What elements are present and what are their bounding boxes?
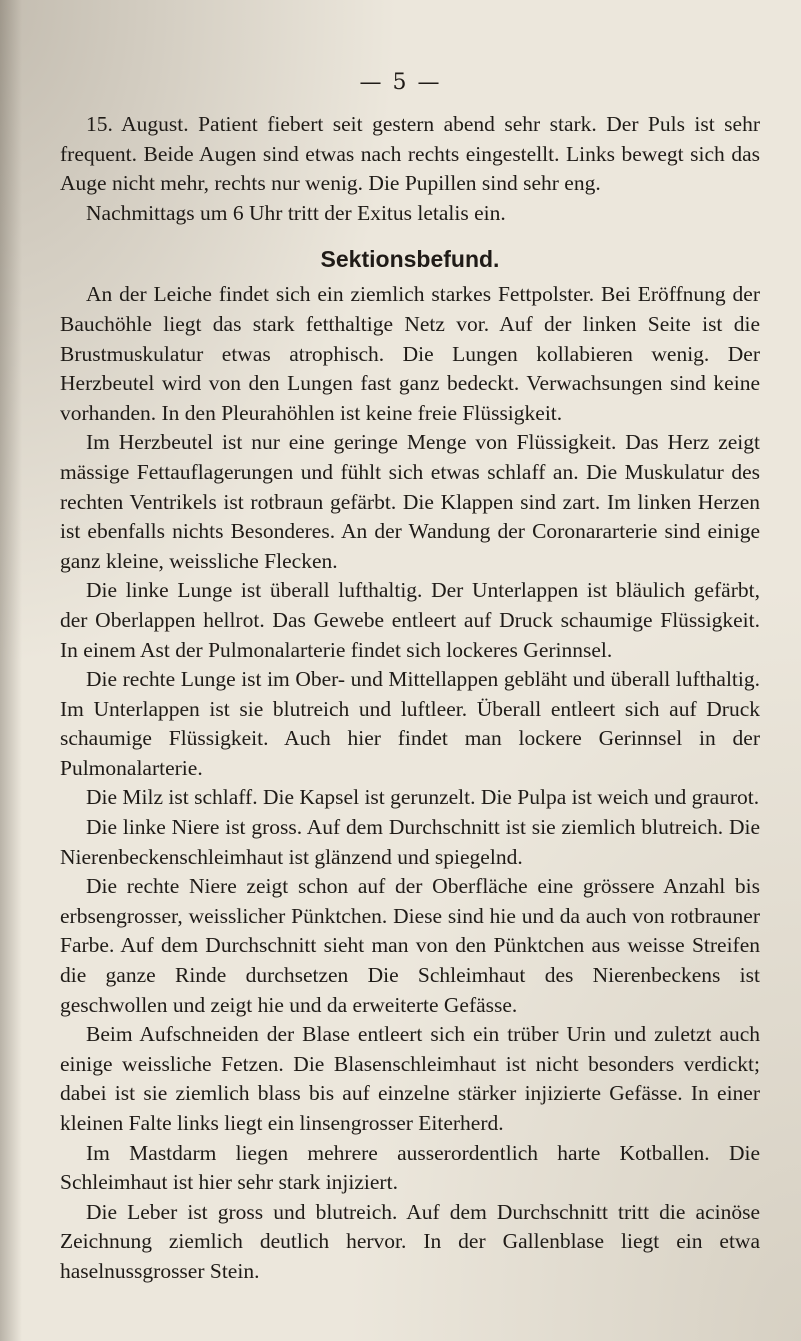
paragraph-heart: Im Herzbeutel ist nur eine geringe Menge von Flüssigkeit. Das Herz zeigt mässige Fettauflagerungen und fühlt sich etwas schlaff an. Die Muskulatur des rechten Ventrikels ist rotbraun gefärbt. Die Klappen sind zart. Im linken Herzen ist ebenfalls nichts Besonderes. An der Wandung der Coronararterie sind einige ganz kleine, weissliche Flecken. (60, 430, 760, 573)
section-heading: Sektionsbefund. (320, 246, 500, 273)
page-edge-shadow (0, 0, 22, 1341)
paragraph-bladder: Beim Aufschneiden der Blase entleert sich ein trüber Urin und zuletzt auch einige weissliche Fetzen. Die Blasenschleimhaut ist nicht besonders verdickt; dabei ist sie ziemlich blass bis auf einzelne stärker injizierte Gefässe. In einer kleinen Falte links liegt ein linsengrosser Eiterherd. (60, 1022, 760, 1135)
paragraph-right-lung: Die rechte Lunge ist im Ober- und Mittellappen gebläht und überall lufthaltig. Im Unterlappen ist sie blutreich und luftleer. Überall entleert sich auf Druck schaumige Flüssigkeit. Auch hier findet man lockere Gerinnsel in der Pulmonalarterie. (60, 667, 760, 780)
paragraph-rectum: Im Mastdarm liegen mehrere ausserordentlich harte Kotballen. Die Schleimhaut ist hier sehr stark injiziert. (60, 1140, 760, 1195)
paragraph-body-fat: An der Leiche findet sich ein ziemlich starkes Fettpolster. Bei Eröffnung der Bauchöhle liegt das stark fetthaltige Netz vor. Auf der linken Seite ist die Brustmuskulatur etwas atrophisch. Die Lungen kollabieren wenig. Der Herzbeutel wird von den Lungen fast ganz bedeckt. Verwachsungen sind keine vorhanden. In den Pleurahöhlen ist keine freie Flüssigkeit. (60, 282, 760, 425)
paragraph-clinical-1: 15. August. Patient fiebert seit gestern abend sehr stark. Der Puls ist sehr frequent. Beide Augen sind etwas nach rechts eingestellt. Links bewegt sich das Auge nicht mehr, rechts nur wenig. Die Pupillen sind sehr eng. (60, 112, 760, 196)
paragraph-liver: Die Leber ist gross und blutreich. Auf dem Durchschnitt tritt die acinöse Zeichnung ziemlich deutlich hervor. In der Gallenblase liegt ein etwa haselnussgrosser Stein. (60, 1199, 760, 1283)
paragraph-spleen: Die Milz ist schlaff. Die Kapsel ist gerunzelt. Die Pulpa ist weich und graurot. (86, 785, 760, 810)
page-number: — 5 — (359, 70, 442, 95)
document-body (60, 110, 760, 1287)
paragraph-left-lung: Die linke Lunge ist überall lufthaltig. Der Unterlappen ist bläulich gefärbt, der Oberlappen hellrot. Das Gewebe entleert auf Druck schaumige Flüssigkeit. In einem Ast der Pulmonalarterie findet sich lockeres Gerinnsel. (60, 578, 760, 662)
paragraph-left-kidney: Die linke Niere ist gross. Auf dem Durchschnitt ist sie ziemlich blutreich. Die Nierenbeckenschleimhaut ist glänzend und spiegelnd. (60, 815, 760, 869)
paragraph-clinical-2: Nachmittags um 6 Uhr tritt der Exitus letalis ein. (86, 200, 506, 225)
paragraph-right-kidney: Die rechte Niere zeigt schon auf der Oberfläche eine grössere Anzahl bis erbsengrosser, weisslicher Pünktchen. Diese sind hie und da auch von rotbrauner Farbe. Auf dem Durchschnitt sieht man von den Pünktchen aus weisse Streifen die ganze Rinde durchsetzen Die Schleimhaut des Nierenbeckens ist geschwollen und zeigt hie und da erweiterte Gefässe. (60, 874, 760, 1017)
